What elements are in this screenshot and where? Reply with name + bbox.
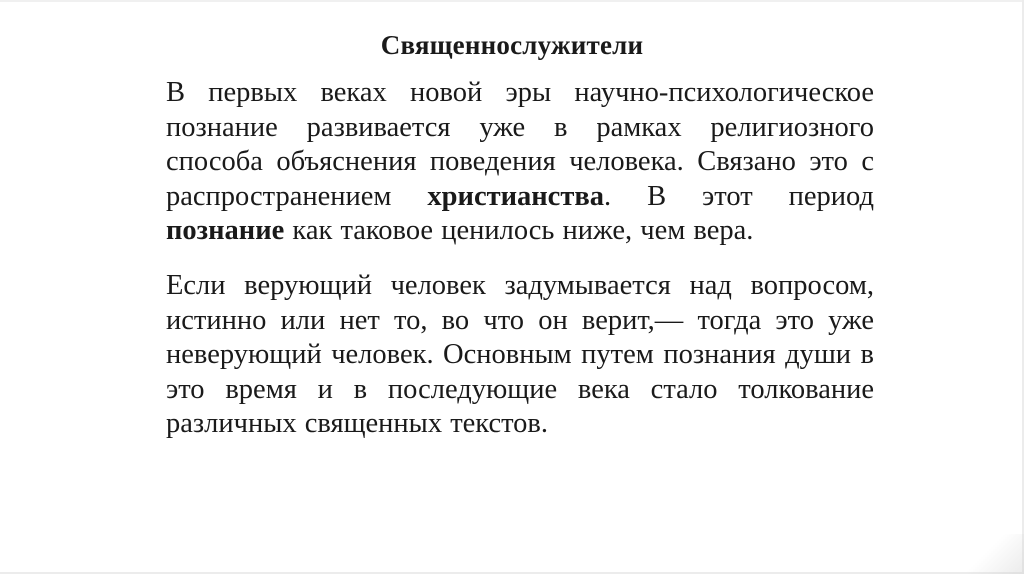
paragraph-1-part-1: В первых веках новой эры научно-психологическое познание развивается уже в рамках религиозного способа объяснения поведения человека. Связано это с распространением bbox=[166, 77, 874, 212]
slide-title: Священнослужители bbox=[380, 30, 644, 60]
paragraph-1-part-3: как таковое ценилось ниже, чем вера. bbox=[284, 215, 754, 247]
slide-corner-shadow bbox=[964, 534, 1024, 574]
paragraph-1-part-2: . В этот период bbox=[603, 180, 874, 212]
paragraph-1 bbox=[166, 76, 874, 249]
slide-border-top bbox=[0, 0, 1024, 2]
paragraph-1-bold-cognition: познание bbox=[166, 215, 285, 247]
paragraph-2: Если верующий человек задумывается над вопросом, истинно или нет то, во что он верит,— тогда это уже неверующий человек. Основным путем познания души в это время и в последующие века стало толкование различных священных текстов. bbox=[166, 269, 874, 440]
paragraph-1-bold-christianity: христианства bbox=[427, 180, 604, 212]
body-text bbox=[166, 76, 874, 442]
